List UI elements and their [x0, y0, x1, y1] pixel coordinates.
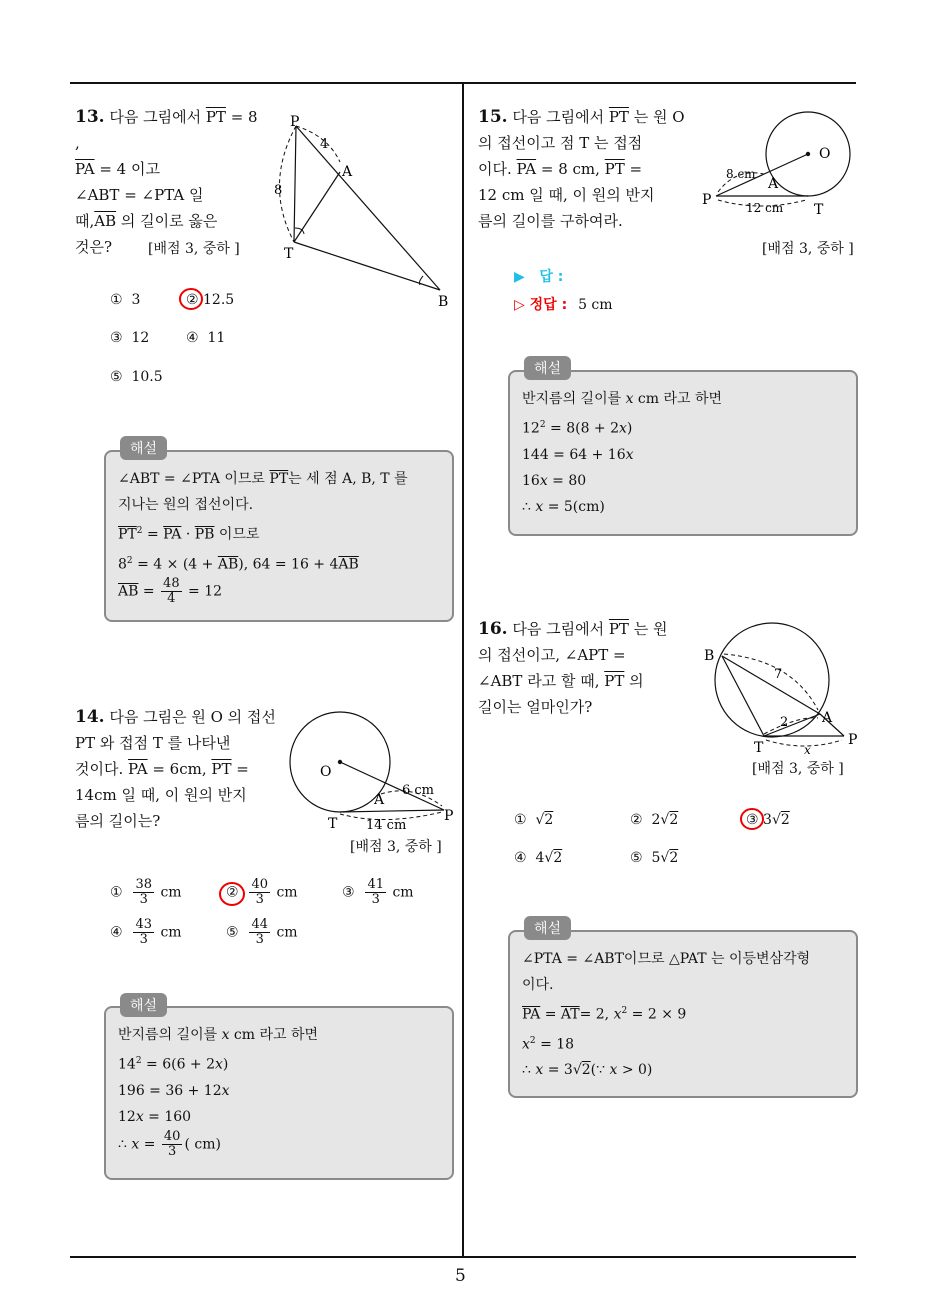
q13-label-t: T: [284, 246, 294, 262]
q14-choice-4[interactable]: ④ $\frac{43}{3}$ cm: [110, 917, 182, 947]
q14-explanation-body: 반지름의 길이를 x cm 라고 하면 $14^2 = 6(6 + 2x)$ 196 = 36 + 12x 12x = 160 ∴ x = $\frac{40}{3}$ ( cm): [118, 1027, 319, 1159]
q16-explanation-body: ∠PTA = ∠ABT이므로 △PAT 는 이등변삼각형 이다. $\overline{PA} = \overline{AT}= 2$, $x^2 = 2 \times 9$ $x^2 = 18$ ∴ x = 3√2(∵ x > 0): [522, 951, 811, 1079]
q16-score: [배점 3, 중하 ]: [752, 761, 844, 777]
q14-choice-3[interactable]: ③ $\frac{41}{3}$ cm: [342, 877, 414, 907]
q15-text: 15. 다음 그림에서 $\overline{PT}$ 는 원 O 의 접선이고 점 T 는 접점 이다. $\overline{PA} = 8$ cm, $\overline{PT}$ = 12 cm 일 때, 이 원의 반지 름의 길이를 구하여라.: [478, 107, 685, 230]
q15-len-8: 8 cm: [726, 167, 756, 181]
q14-label-t: T: [328, 816, 338, 832]
q15-label-o: O: [819, 146, 831, 162]
q14-choice-1[interactable]: ① $\frac{38}{3}$ cm: [110, 877, 182, 907]
play-icon: ▶: [514, 269, 525, 285]
q13-len-8: 8: [274, 183, 283, 198]
q14-choice-5[interactable]: ⑤ $\frac{44}{3}$ cm: [226, 917, 298, 947]
q16-figure: [700, 618, 865, 758]
q16-choice-5[interactable]: ⑤ 5√2: [630, 850, 679, 866]
q14-label-a: A: [374, 792, 385, 808]
q16-label-b: B: [704, 648, 715, 664]
q13-number: 13.: [75, 107, 105, 127]
q14-explanation-label: 해설: [120, 993, 167, 1017]
q16-answer-circle: [738, 806, 766, 832]
q14-number: 14.: [75, 707, 105, 727]
q14-len-6: 6 cm: [402, 783, 435, 798]
q16-choice-1[interactable]: ① √2: [514, 812, 554, 828]
column-divider: [462, 84, 464, 1258]
q16-choice-2[interactable]: ② 2√2: [630, 812, 679, 828]
q16-label-t: T: [754, 740, 764, 756]
q15-number: 15.: [478, 107, 508, 127]
q13-choice-5[interactable]: ⑤ 10.5: [110, 369, 163, 385]
q14-label-p: P: [444, 808, 454, 824]
q14-choice-2[interactable]: ② $\frac{40}{3}$ cm: [226, 877, 298, 907]
q14-answer-circle: [217, 880, 247, 908]
q14-label-o: O: [320, 764, 332, 780]
q15-score: [배점 3, 중하 ]: [762, 241, 854, 257]
q16-len-2: 2: [780, 715, 789, 730]
q13-answer-circle: [178, 286, 206, 312]
q13-choice-2[interactable]: ② 12.5: [186, 292, 235, 308]
q13-score: [배점 3, 중하 ]: [148, 241, 240, 257]
q13-label-b: B: [438, 294, 449, 310]
q13-label-p: P: [290, 114, 300, 130]
q14-text: 14. 다음 그림은 원 O 의 접선 PT 와 접점 T 를 나타낸 것이다. $\overline{PA} = 6cm$, $\overline{PT}$ = 14cm 일 때, 이 원의 반지 름의 길이는?: [75, 707, 276, 830]
q16-len-7: 7: [774, 667, 783, 682]
q15-len-12: 12 cm: [746, 201, 784, 215]
q16-choice-3[interactable]: ③ 3√2: [746, 812, 790, 828]
q15-label-p: P: [702, 192, 712, 208]
q16-number: 16.: [478, 619, 508, 639]
q13-choice-3[interactable]: ③ 12: [110, 330, 150, 346]
q15-correct-line: ▷ 정답 : 5 cm: [514, 297, 613, 313]
q13-explanation-body: ∠ABT = ∠PTA 이므로 $\overline{PT}$는 세 점 A, B, T 를 지나는 원의 접선이다. $\overline{PT}^2 = \overline{PA} \cdot \overline{PB}$ 이므로 $8^2 = 4 \times (4 + \overline{AB})$, $64 = 16 + 4\overline{AB}$ $\overline{AB}$ = $\frac{48}{4}$ = 12: [118, 471, 408, 607]
q13-figure: [268, 110, 458, 315]
q14-len-14: 14 cm: [366, 818, 407, 833]
q13-label-a: A: [342, 164, 353, 180]
q13-text: 13. 다음 그림에서 $\overline{PT} = 8$ , $\overline{PA} = 4$ 이고 ∠ABT = ∠PTA 일 때$,\overline{AB}$ 의 길이로 옳은 것은?: [75, 107, 258, 256]
bottom-rule: [70, 1256, 856, 1258]
q14-score: [배점 3, 중하 ]: [350, 839, 442, 855]
q16-explanation-label: 해설: [524, 916, 571, 940]
q15-explanation-label: 해설: [524, 356, 571, 380]
q15-label-a: A: [768, 176, 779, 192]
q13-len-4: 4: [320, 137, 329, 152]
q16-choice-4[interactable]: ④ 4√2: [514, 850, 563, 866]
q13-choice-1[interactable]: ① 3: [110, 292, 141, 308]
q14-figure: [284, 706, 459, 836]
q16-label-a: A: [822, 710, 833, 726]
q15-label-t: T: [814, 202, 824, 218]
page-number: 5: [455, 1266, 466, 1286]
q15-correct-value: 5 cm: [578, 297, 613, 313]
q15-answer-line: ▶ 답 :: [514, 269, 564, 285]
q16-len-x: x: [804, 743, 811, 757]
q15-explanation-body: 반지름의 길이를 x cm 라고 하면 $12^2 = 8(8 + 2x)$ 144 = 64 + 16x 16x = 80 ∴ x = 5(cm): [522, 391, 723, 515]
q15-figure: [700, 110, 860, 222]
q16-text: 16. 다음 그림에서 $\overline{PT}$ 는 원 의 접선이고, ∠APT = ∠ABT 라고 할 때, $\overline{PT}$ 의 길이는 얼마인가?: [478, 619, 668, 716]
q13-explanation-label: 해설: [120, 436, 167, 460]
q13-choice-4[interactable]: ④ 11: [186, 330, 226, 346]
outline-play-icon: ▷: [514, 297, 525, 313]
q16-label-p: P: [848, 732, 858, 748]
